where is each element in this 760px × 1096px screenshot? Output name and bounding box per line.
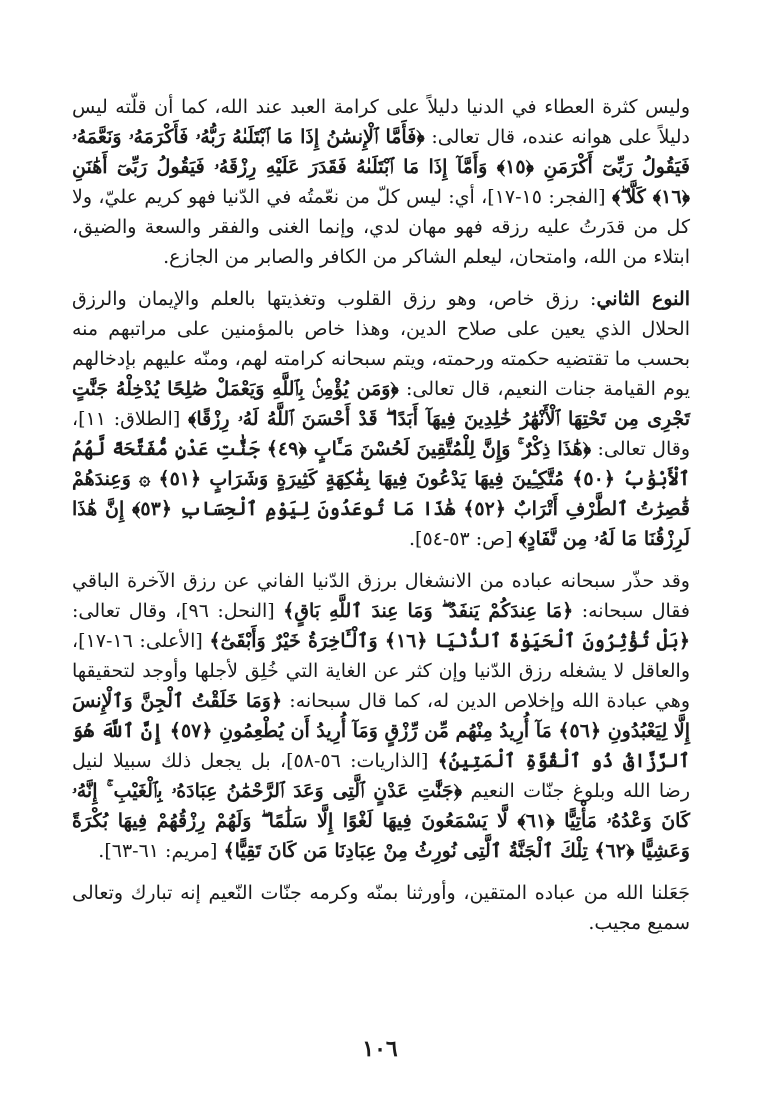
quran-verse: ﴿فَأَمَّا ٱلْإِنسَٰنُ إِذَا مَا ٱبْتَلَىٰهُ رَبُّهُۥ فَأَكْرَمَهُۥ وَنَعَّمَهُۥ فَيَقُولُ رَبِّىٓ أَكْرَمَنِ ﴿١٥﴾ وَأَمَّآ إِذَا مَا ٱبْتَلَىٰهُ فَقَدَرَ عَلَيْهِ رِزْقَهُۥ فَيَقُولُ رَبِّىٓ أَهَٰنَنِ ﴿١٦﴾ كَلَّا ۖ﴾ [72,126,690,208]
body-text: ، والعاقل لا يشغله رزق الدّنيا وإن كثر عن الغاية التي خُلِق لأجلها وأوجد لتحقيقها وهي عبادة الله وإخلاص الدين له، كما قال سبحانه: [72,630,690,712]
verse-reference: [الفجر: ١٥-١٧] [487,186,612,208]
body-text: ، وقال تعالى: [72,600,182,622]
body-text: : رزق خاص، وهو رزق القلوب وتغذيتها بالعلم والإيمان والرزق الحلال الذي يعين على صلاح الدين، وهذا خاص بالمؤمنين على مراتبهم منه بحسب ما تقتضيه حكمته ورحمته، ويتم سبحانه كرامته لهم، ومنّه عليهم بإدخالهم يوم القيامة جنات النعيم، قال تعالى: [72,288,690,400]
verse-reference: [النحل: ٩٦] [181,600,284,622]
quran-verse: ﴿جَنَّٰتِ عَدْنٍ ٱلَّتِى وَعَدَ ٱلرَّحْمَٰنُ عِبَادَهُۥ بِٱلْغَيْبِ ۚ إِنَّهُۥ كَانَ وَعْدُهُۥ مَأْتِيًّا ﴿٦١﴾ لَّا يَسْمَعُونَ فِيهَا لَغْوًا إِلَّا سَلَٰمًا ۖ وَلَهُمْ رِزْقُهُمْ فِيهَا بُكْرَةً وَعَشِيًّا ﴿٦٢﴾ تِلْكَ ٱلْجَنَّةُ ٱلَّتِى نُورِثُ مِنْ عِبَادِنَا مَن كَانَ تَقِيًّا﴾ [72,780,690,862]
paragraph-second-type-provision [72,284,690,554]
body-text: ، أي: ليس كلّ من نعّمتُه في الدّنيا فهو كريم عليّ، ولا كل من قدَرتُ عليه رزقه فهو مهان لدي، وإنما الغنى والفقر والسعة والضيق، ابتلاء من الله، وامتحان، ليعلم الشاكر من الكافر والصابر من الجازع. [72,186,690,268]
paragraph-closing-supplication [72,878,690,938]
verse-reference: [ص: ٥٣-٥٤]. [408,528,519,550]
verse-reference: [الطلاق: ١١] [78,408,188,430]
section-lead-label: النوع الثاني [596,288,690,310]
quran-verse: ﴿وَمَا خَلَقْتُ ٱلْجِنَّ وَٱلْإِنسَ إِلَّا لِيَعْبُدُونِ ﴿٥٦﴾ مَآ أُرِيدُ مِنْهُم مِّن رِّزْقٍ وَمَآ أُرِيدُ أَن يُطْعِمُونِ ﴿٥٧﴾ إِنَّ ٱللَّهَ هُوَ ٱلرَّزَّاقُ ذُو ٱلْقُوَّةِ ٱلْمَتِينُ﴾ [72,690,690,772]
verse-reference: [مريم: ٦١-٦٣]. [98,840,224,862]
verse-reference: [الأعلى: ١٦-١٧] [78,630,210,652]
body-text: جَعَلنا الله من عباده المتقين، وأورثنا بمنّه وكرمه جنّات النّعيم إنه تبارك وتعالى سميع مجيب. [72,882,690,934]
quran-verse: ﴿وَمَن يُؤْمِنۢ بِٱللَّهِ وَيَعْمَلْ صَٰلِحًا يُدْخِلْهُ جَنَّٰتٍ تَجْرِى مِن تَحْتِهَا ٱلْأَنْهَٰرُ خَٰلِدِينَ فِيهَآ أَبَدًا ۖ قَدْ أَحْسَنَ ٱللَّهُ لَهُۥ رِزْقًا﴾ [72,378,690,430]
paragraph-warning-worldly-provision [72,566,690,866]
verse-reference: [الذاريات: ٥٦-٥٨] [286,750,438,772]
body-text: ، بل يجعل ذلك سبيلا لنيل رضا الله وبلوغ جنّات النعيم [72,750,690,802]
paragraph-wealth-not-honor [72,92,690,272]
body-text: وليس كثرة العطاء في الدنيا دليلاً على كرامة العبد عند الله، كما أن قلّته ليس دليلاً على هوانه عنده، قال تعالى: [72,96,691,148]
quran-verse: ﴿هَٰذَا ذِكْرٌ ۚ وَإِنَّ لِلْمُتَّقِينَ لَحُسْنَ مَـَٔابٍ ﴿٤٩﴾ جَنَّٰتِ عَدْنٍ مُّفَتَّحَةً لَّهُمُ ٱلْأَبْوَٰبُ ﴿٥٠﴾ مُتَّكِـِٔينَ فِيهَا يَدْعُونَ فِيهَا بِفَٰكِهَةٍ كَثِيرَةٍ وَشَرَابٍ ﴿٥١﴾ ۞ وَعِندَهُمْ قَٰصِرَٰتُ ٱلطَّرْفِ أَتْرَابٌ ﴿٥٢﴾ هَٰذَا مَا تُوعَدُونَ لِيَوْمِ ٱلْحِسَابِ ﴿٥٣﴾ إِنَّ هَٰذَا لَرِزْقُنَا مَا لَهُۥ مِن نَّفَادٍ﴾ [72,438,690,550]
quran-verse: ﴿مَا عِندَكُمْ يَنفَدُ ۖ وَمَا عِندَ ٱللَّهِ بَاقٍ﴾ [283,600,574,622]
body-text: وقد حذّر سبحانه عباده من الانشغال برزق الدّنيا الفاني عن رزق الآخرة الباقي فقال سبحانه: [72,570,690,622]
page-number: ١٠٦ [362,1036,398,1062]
quran-verse: ﴿بَلْ تُؤْثِرُونَ ٱلْحَيَوٰةَ ٱلدُّنْيَا ﴿١٦﴾ وَٱلْـَٔاخِرَةُ خَيْرٌ وَأَبْقَىٰٓ﴾ [209,630,690,652]
body-text: ، وقال تعالى: [72,408,690,460]
